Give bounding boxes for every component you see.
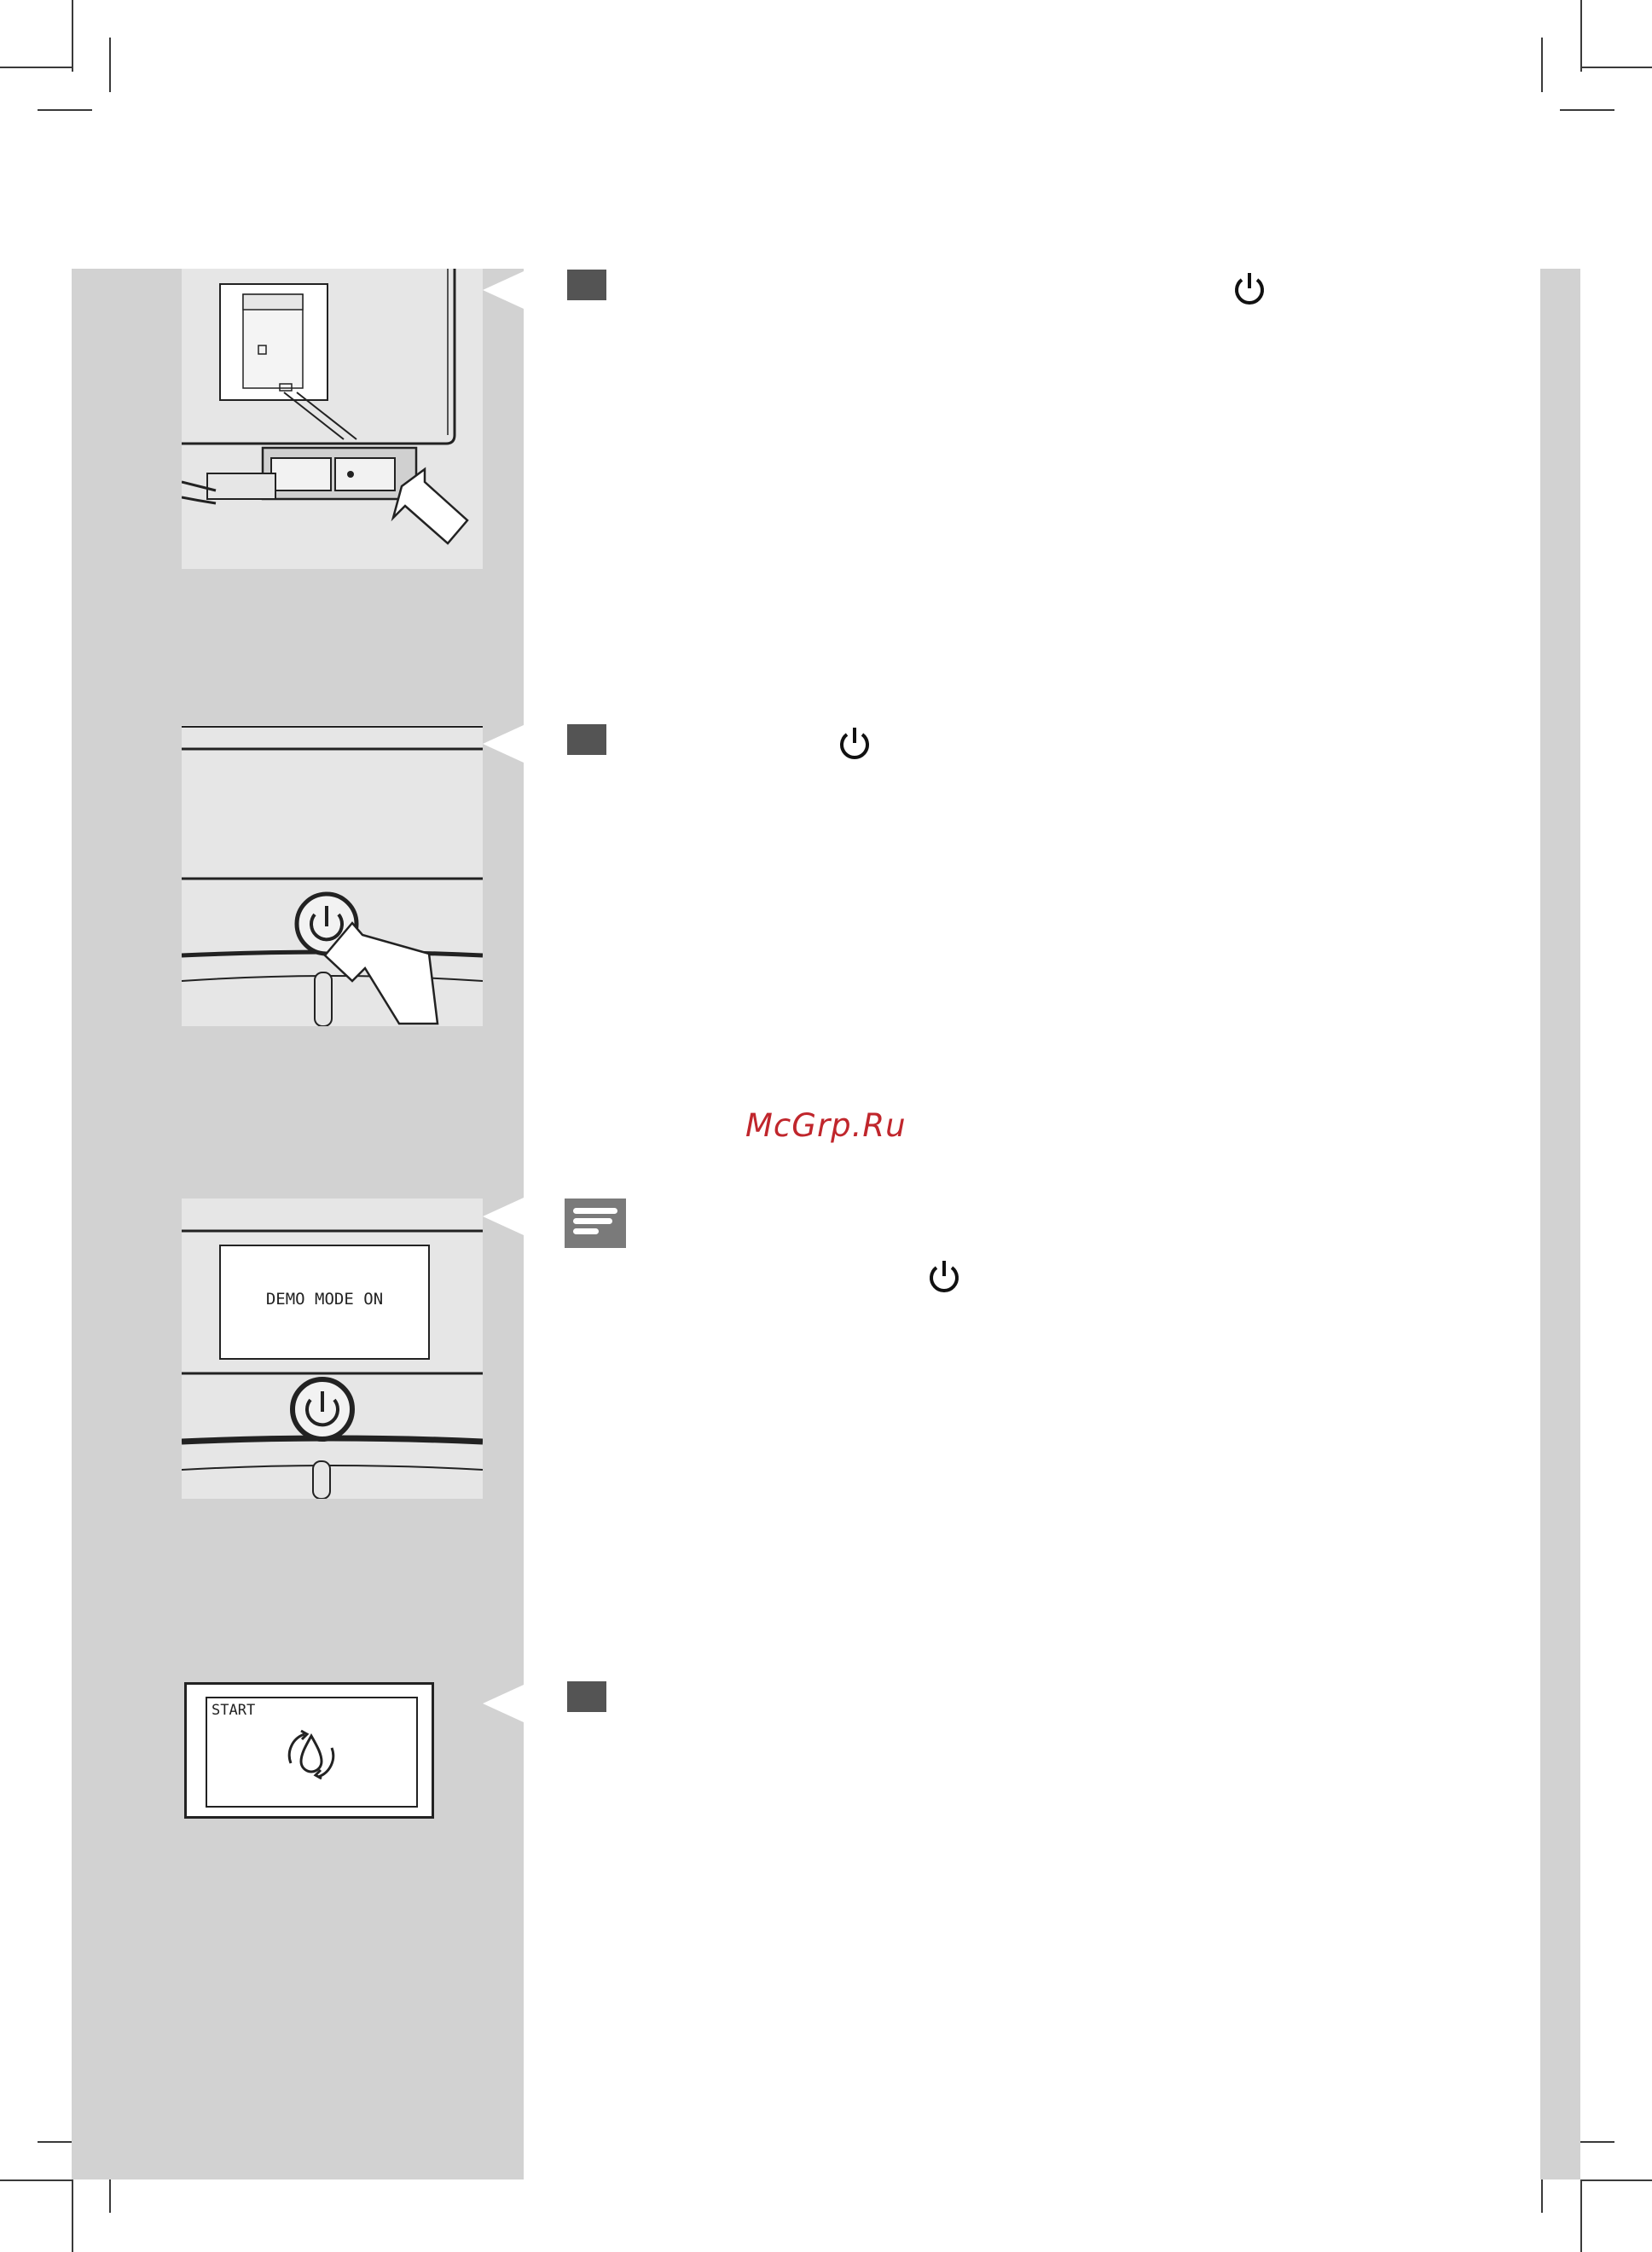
- power-icon: [926, 1257, 962, 1293]
- figure-press-power: [182, 725, 483, 1026]
- figure-demo-mode: [182, 1199, 483, 1499]
- figure-mains-switch: [182, 269, 483, 569]
- pointer-step-2: [483, 725, 524, 763]
- power-icon: [1232, 270, 1267, 305]
- pointer-step-3: [483, 1685, 524, 1722]
- watermark-text: McGrp.Ru: [745, 1107, 907, 1144]
- demo-mode-display-text: DEMO MODE ON: [265, 1290, 384, 1309]
- pointer-step-1: [483, 271, 524, 309]
- right-sidebar: [1540, 269, 1580, 2179]
- water-circuit-icon: [279, 1722, 344, 1787]
- step-marker-2: [567, 724, 606, 755]
- power-icon: [837, 724, 872, 760]
- note-icon: [565, 1199, 626, 1248]
- start-display-text: START: [212, 1702, 256, 1719]
- step-marker-3: [567, 1681, 606, 1712]
- pointer-note: [483, 1198, 524, 1235]
- step-marker-1: [567, 270, 606, 300]
- figure-start-display: [184, 1682, 434, 1819]
